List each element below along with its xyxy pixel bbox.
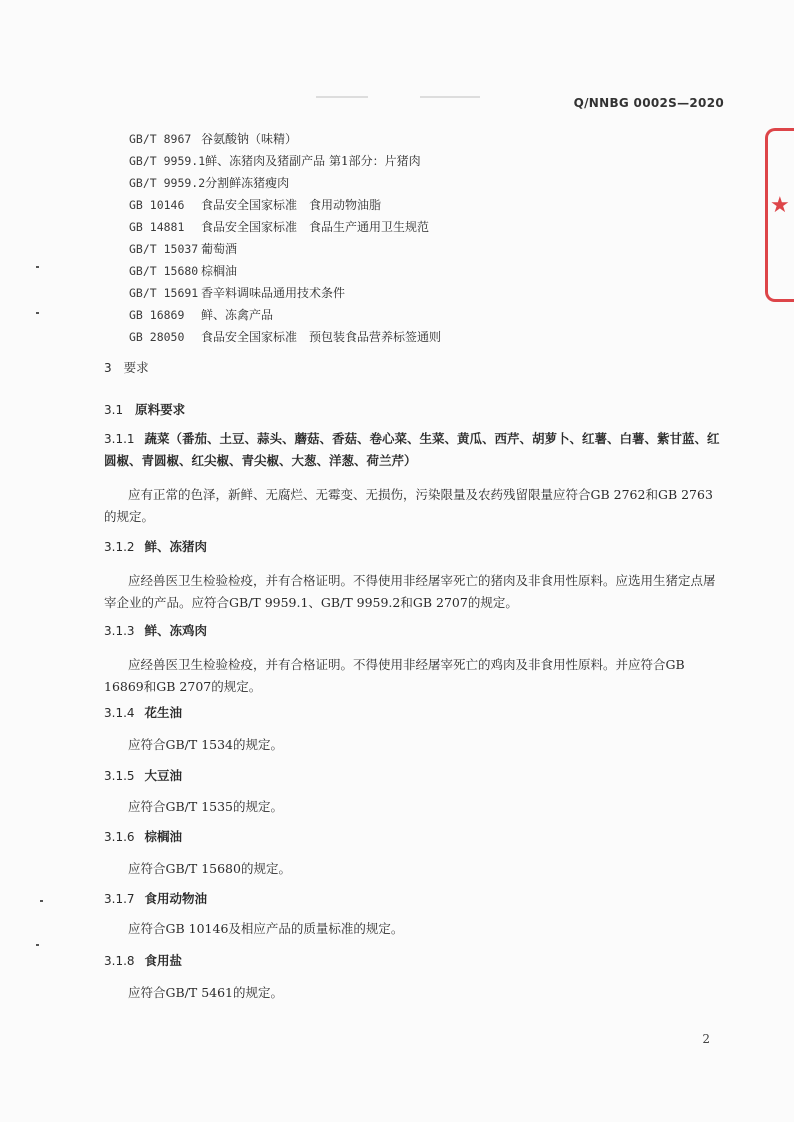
reference-item — [129, 304, 441, 326]
section-heading-requirements — [104, 358, 149, 376]
reference-code: GB 14881 — [129, 220, 185, 234]
scan-speck — [40, 900, 43, 902]
clause-text: 应经兽医卫生检验检疫，并有合格证明。不得使用非经屠宰死亡的猪肉及非食用性原料。应选用生猪定点屠宰企业的产品。应符合GB/T 9959.1、GB/T 9959.2和GB 2707的规定。 — [104, 573, 716, 610]
reference-code: GB/T 9959.1 — [129, 154, 206, 168]
section-title: 要求 — [123, 360, 149, 375]
section-title: 原料要求 — [135, 402, 186, 417]
scan-artifact — [420, 96, 480, 98]
clause-number: 3.1.5 — [104, 769, 135, 783]
normative-references-list — [129, 128, 441, 348]
clause-title: 棕榈油 — [144, 829, 183, 844]
clause-title: 鲜、冻鸡肉 — [144, 623, 208, 638]
reference-item — [129, 326, 441, 348]
reference-code: GB 16869 — [129, 308, 185, 322]
clause-number: 3.1.6 — [104, 830, 135, 844]
star-icon: ★ — [770, 193, 790, 218]
clause-title: 食用动物油 — [144, 891, 208, 906]
clause-text: 应符合GB/T 15680的规定。 — [128, 861, 291, 876]
scan-artifact — [316, 96, 368, 98]
clause-number: 3.1.8 — [104, 954, 135, 968]
reference-code: GB/T 15037 — [129, 242, 199, 256]
reference-title: 食品安全国家标准 食品生产通用卫生规范 — [201, 220, 430, 234]
clause-number: 3.1.7 — [104, 892, 135, 906]
clause-number: 3.1.1 — [104, 432, 135, 446]
reference-item — [129, 216, 441, 238]
clause-title: 鲜、冻猪肉 — [144, 539, 208, 554]
clause-heading — [104, 765, 724, 787]
reference-code: GB/T 9959.2 — [129, 176, 206, 190]
reference-code: GB 28050 — [129, 330, 185, 344]
reference-item — [129, 238, 441, 260]
clause-number: 3.1.4 — [104, 706, 135, 720]
scan-speck — [36, 944, 39, 946]
reference-title: 食品安全国家标准 预包装食品营养标签通则 — [201, 330, 442, 344]
clause-heading — [104, 428, 724, 472]
section-number: 3.1 — [104, 403, 124, 417]
reference-title: 分割鲜冻猪瘦肉 — [205, 176, 290, 190]
reference-code: GB/T 15680 — [129, 264, 199, 278]
clause-heading — [104, 620, 724, 642]
reference-item — [129, 194, 441, 216]
reference-item — [129, 128, 441, 150]
clause-heading — [104, 950, 724, 972]
section-heading-raw-materials — [104, 400, 185, 418]
clause-text: 应符合GB/T 1534的规定。 — [128, 737, 284, 752]
reference-item — [129, 172, 441, 194]
document-code: Q/NNBG 0002S—2020 — [573, 96, 724, 110]
red-seal-stamp — [765, 128, 794, 302]
clause-title: 大豆油 — [144, 768, 183, 783]
reference-code: GB/T 15691 — [129, 286, 199, 300]
clause-text: 应符合GB/T 5461的规定。 — [128, 985, 284, 1000]
clause-heading — [104, 826, 724, 848]
reference-title: 鲜、冻猪肉及猪副产品 第1部分：片猪肉 — [205, 154, 421, 168]
reference-title: 谷氨酸钠（味精） — [201, 132, 298, 146]
reference-title: 香辛料调味品通用技术条件 — [201, 286, 346, 300]
clause-number: 3.1.2 — [104, 540, 135, 554]
reference-item — [129, 260, 441, 282]
page-number: 2 — [702, 1032, 710, 1046]
reference-code: GB/T 8967 — [129, 132, 192, 146]
reference-title: 鲜、冻禽产品 — [201, 308, 274, 322]
clause-text: 应经兽医卫生检验检疫，并有合格证明。不得使用非经屠宰死亡的鸡肉及非食用性原料。并应符合GB 16869和GB 2707的规定。 — [104, 657, 685, 694]
clause-heading — [104, 536, 724, 558]
reference-title: 葡萄酒 — [201, 242, 238, 256]
reference-item — [129, 150, 441, 172]
reference-title: 棕榈油 — [201, 264, 238, 278]
reference-title: 食品安全国家标准 食用动物油脂 — [201, 198, 382, 212]
clause-title: 食用盐 — [144, 953, 183, 968]
clause-text: 应符合GB 10146及相应产品的质量标准的规定。 — [128, 921, 404, 936]
clause-title: 花生油 — [144, 705, 183, 720]
clause-title: 蔬菜（番茄、土豆、蒜头、蘑菇、香菇、卷心菜、生菜、黄瓜、西芹、胡萝卜、红薯、白薯、紫甘蓝、红圆椒、青圆椒、红尖椒、青尖椒、大葱、洋葱、荷兰芹） — [104, 431, 720, 468]
scan-speck — [36, 312, 39, 314]
clause-text: 应有正常的色泽，新鲜、无腐烂、无霉变、无损伤，污染限量及农药残留限量应符合GB 2762和GB 2763的规定。 — [104, 487, 713, 524]
clause-heading — [104, 888, 724, 910]
reference-code: GB 10146 — [129, 198, 185, 212]
clause-number: 3.1.3 — [104, 624, 135, 638]
reference-item — [129, 282, 441, 304]
clause-text: 应符合GB/T 1535的规定。 — [128, 799, 284, 814]
section-number: 3 — [104, 361, 112, 375]
scan-speck — [36, 266, 39, 268]
clause-heading — [104, 702, 724, 724]
